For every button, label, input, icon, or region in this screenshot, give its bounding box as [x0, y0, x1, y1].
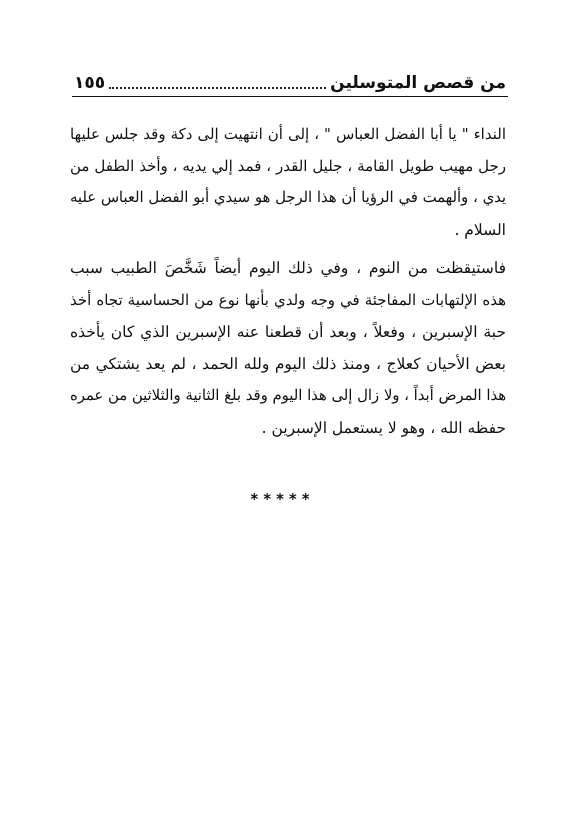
page-header	[74, 64, 506, 94]
paragraph-1	[70, 118, 506, 246]
text-line: هذا المرض أبداً ، ولا زال إلى هذا اليوم وقد بلغ الثانية والثلاثين من عمره	[70, 387, 506, 404]
text-line: حفظه الله ، وهو لا يستعمل الإسبرين .	[261, 419, 506, 437]
header-dot-leader	[109, 87, 326, 89]
text-line: يدي ، وألهمت في الرؤيا أن هذا الرجل هو سيدي أبو الفضل العباس عليه	[70, 189, 506, 206]
body-text	[70, 118, 506, 450]
text-line: فاستيقظت من النوم ، وفي ذلك اليوم أيضاً شَخَّصَ الطبيب سبب	[70, 259, 506, 277]
text-line: بعض الأحيان كعلاج ، ومنذ ذلك اليوم ولله الحمد ، لم يعد يشتكي من	[70, 355, 506, 373]
paragraph-2	[70, 252, 506, 444]
section-separator: *****	[250, 490, 315, 508]
text-line: رجل مهيب طويل القامة ، جليل القدر ، فمد إلي يديه ، وأخذ الطفل من	[70, 157, 506, 175]
text-line: هذه الإلتهابات المفاجئة في وجه ولدي بأنها نوع من الحساسية تجاه أخذ	[70, 291, 506, 309]
running-title: من قصص المتوسلين	[330, 73, 506, 93]
text-line: السلام .	[454, 221, 506, 239]
page-number: ١٥٥	[74, 73, 106, 93]
header-rule	[72, 96, 508, 97]
text-line: النداء " يا أبا الفضل العباس " ، إلى أن انتهيت إلى دكة وقد جلس عليها	[70, 125, 506, 143]
text-line: حبة الإسبرين ، وفعلاً ، وبعد أن قطعنا عنه الإسبرين الذي كان يأخذه	[70, 323, 506, 341]
